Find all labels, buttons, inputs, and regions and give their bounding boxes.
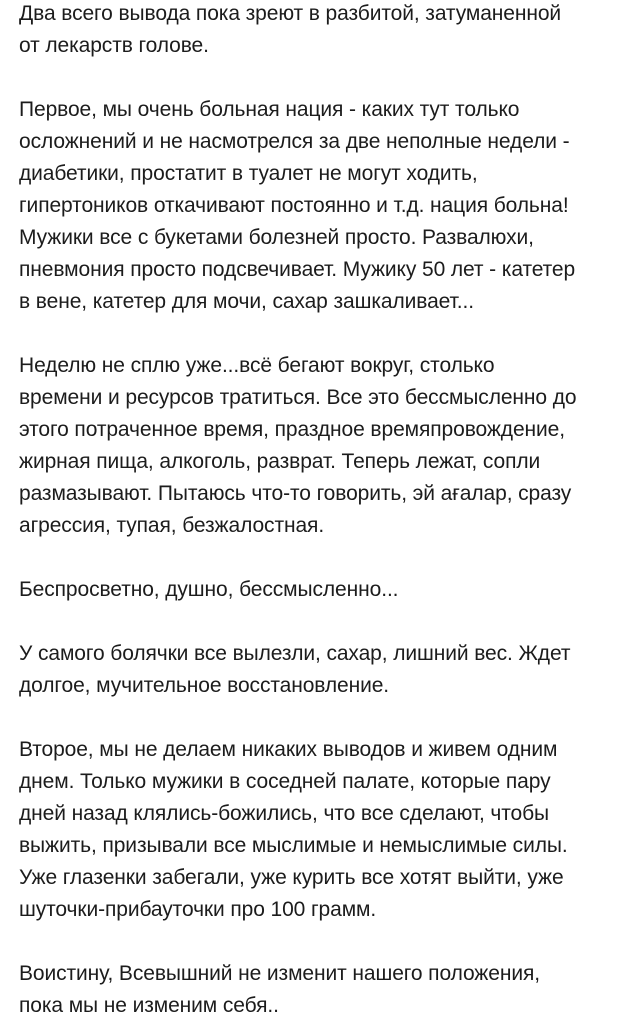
paragraph-3 — [19, 350, 621, 542]
paragraph-spacer — [19, 606, 621, 638]
text-line: Мужики все с букетами болезней просто. Развалюхи, — [19, 226, 534, 249]
text-line: времени и ресурсов тратиться. Все это бессмысленно до — [19, 386, 577, 409]
text-line: диабетики, простатит в туалет не могут ходить, — [19, 162, 478, 185]
text-line: Воистину, Всевышний не изменит нашего положения, — [19, 962, 540, 985]
text-line: агрессия, тупая, безжалостная. — [19, 514, 325, 537]
text-line: размазывают. Пытаюсь что-то говорить, эй ағалар, сразу — [19, 482, 572, 505]
text-line: Два всего вывода пока зреют в разбитой, затуманенной — [19, 2, 562, 25]
text-line: жирная пища, алкоголь, разврат. Теперь лежат, сопли — [19, 450, 541, 473]
text-line: пока мы не изменим себя.. — [19, 994, 279, 1017]
paragraph-spacer — [19, 702, 621, 734]
text-line: шуточки-прибауточки про 100 грамм. — [19, 898, 377, 921]
text-line: Неделю не сплю уже...всё бегают вокруг, столько — [19, 354, 495, 377]
text-line: дней назад клялись-божились, что все сделают, чтобы — [19, 802, 550, 825]
text-line: У самого болячки все вылезли, сахар, лишний вес. Ждет — [19, 642, 571, 665]
text-line: в вене, катетер для мочи, сахар зашкаливает... — [19, 290, 474, 313]
text-line: этого потраченное время, праздное времяпровождение, — [19, 418, 565, 441]
paragraph-5 — [19, 638, 621, 702]
paragraph-spacer — [19, 542, 621, 574]
text-line: днем. Только мужики в соседней палате, которые пару — [19, 770, 551, 793]
paragraph-spacer — [19, 926, 621, 958]
paragraph-spacer — [19, 318, 621, 350]
text-line: от лекарств голове. — [19, 34, 209, 57]
paragraph-4 — [19, 574, 621, 606]
text-line: осложнений и не насмотрелся за две неполные недели - — [19, 130, 570, 153]
text-line: Первое, мы очень больная нация - каких тут только — [19, 98, 520, 121]
text-line: Беспросветно, душно, бессмысленно... — [19, 578, 399, 601]
text-line: гипертоников откачивают постоянно и т.д. нация больна! — [19, 194, 569, 217]
paragraph-6 — [19, 734, 621, 926]
text-line: долгое, мучительное восстановление. — [19, 674, 390, 697]
text-line: пневмония просто подсвечивает. Мужику 50 лет - катетер — [19, 258, 576, 281]
text-line: Уже глазенки забегали, уже курить все хотят выйти, уже — [19, 866, 564, 889]
paragraph-spacer — [19, 62, 621, 94]
paragraph-7 — [19, 958, 621, 1022]
text-line: выжить, призывали все мыслимые и немыслимые силы. — [19, 834, 568, 857]
paragraph-2 — [19, 94, 621, 318]
text-line: Второе, мы не делаем никаких выводов и живем одним — [19, 738, 558, 761]
paragraph-1 — [19, 0, 621, 62]
